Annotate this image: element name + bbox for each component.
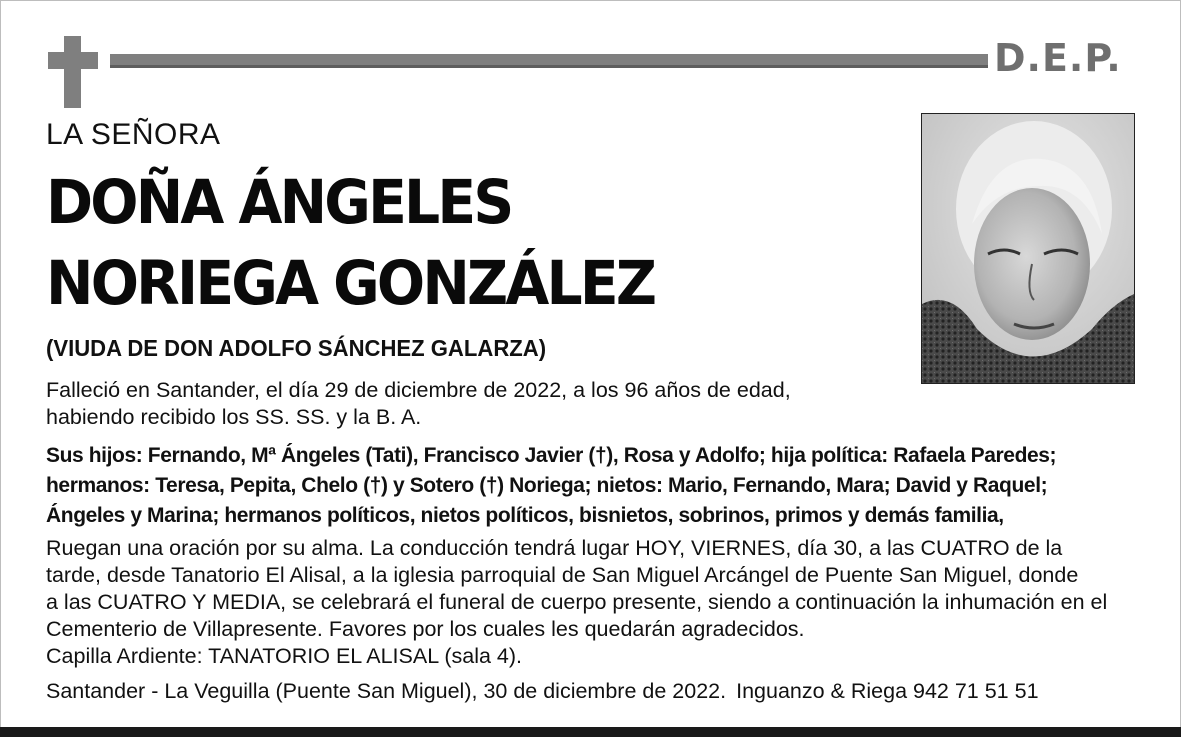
portrait-image — [922, 114, 1134, 383]
cross-icon-bar — [48, 52, 98, 69]
deceased-name-line-1: DOÑA ÁNGELES — [46, 167, 512, 238]
family-line: hermanos: Teresa, Pepita, Chelo (†) y Sotero (†) Noriega; nietos: Mario, Fernando, Mara; David y Raquel; — [46, 474, 1048, 497]
honorific: LA SEÑORA — [46, 118, 221, 151]
footer-place-date: Santander - La Veguilla (Puente San Miguel), 30 de diciembre de 2022. — [46, 679, 727, 703]
service-line: a las CUATRO Y MEDIA, se celebrará el funeral de cuerpo presente, siendo a continuación la inhumación en el — [46, 590, 1108, 614]
deceased-name-line-2: NORIEGA GONZÁLEZ — [46, 248, 655, 319]
bottom-rule — [0, 727, 1181, 737]
service-line: Cementerio de Villapresente. Favores por los cuales les quedarán agradecidos. — [46, 617, 805, 641]
death-notice — [46, 377, 1156, 431]
family-line: Ángeles y Marina; hermanos políticos, nietos políticos, bisnietos, sobrinos, primos y demás familia, — [46, 504, 1004, 527]
service-line: tarde, desde Tanatorio El Alisal, a la iglesia parroquial de San Miguel Arcángel de Puente San Miguel, donde — [46, 563, 1079, 587]
death-notice-line: Falleció en Santander, el día 29 de diciembre de 2022, a los 96 años de edad, — [46, 378, 791, 402]
portrait-photo — [921, 113, 1135, 384]
widow-note: (VIUDA DE DON ADOLFO SÁNCHEZ GALARZA) — [46, 335, 547, 361]
dep-label: D.E.P. — [994, 36, 1122, 80]
death-notice-line: habiendo recibido los SS. SS. y la B. A. — [46, 405, 422, 429]
family-line: Sus hijos: Fernando, Mª Ángeles (Tati), Francisco Javier (†), Rosa y Adolfo; hija política: Rafaela Paredes; — [46, 444, 1057, 467]
funeral-home: Inguanzo & Riega 942 71 51 51 — [736, 679, 1039, 703]
header-rule — [110, 54, 988, 68]
service-line: Ruegan una oración por su alma. La conducción tendrá lugar HOY, VIERNES, día 30, a las CUATRO de la — [46, 536, 1063, 560]
family-list — [46, 441, 1156, 531]
cross-icon — [64, 36, 81, 108]
chapel-line: Capilla Ardiente: TANATORIO EL ALISAL (sala 4). — [46, 644, 523, 668]
service-details — [46, 535, 1156, 670]
footer — [46, 679, 1039, 704]
